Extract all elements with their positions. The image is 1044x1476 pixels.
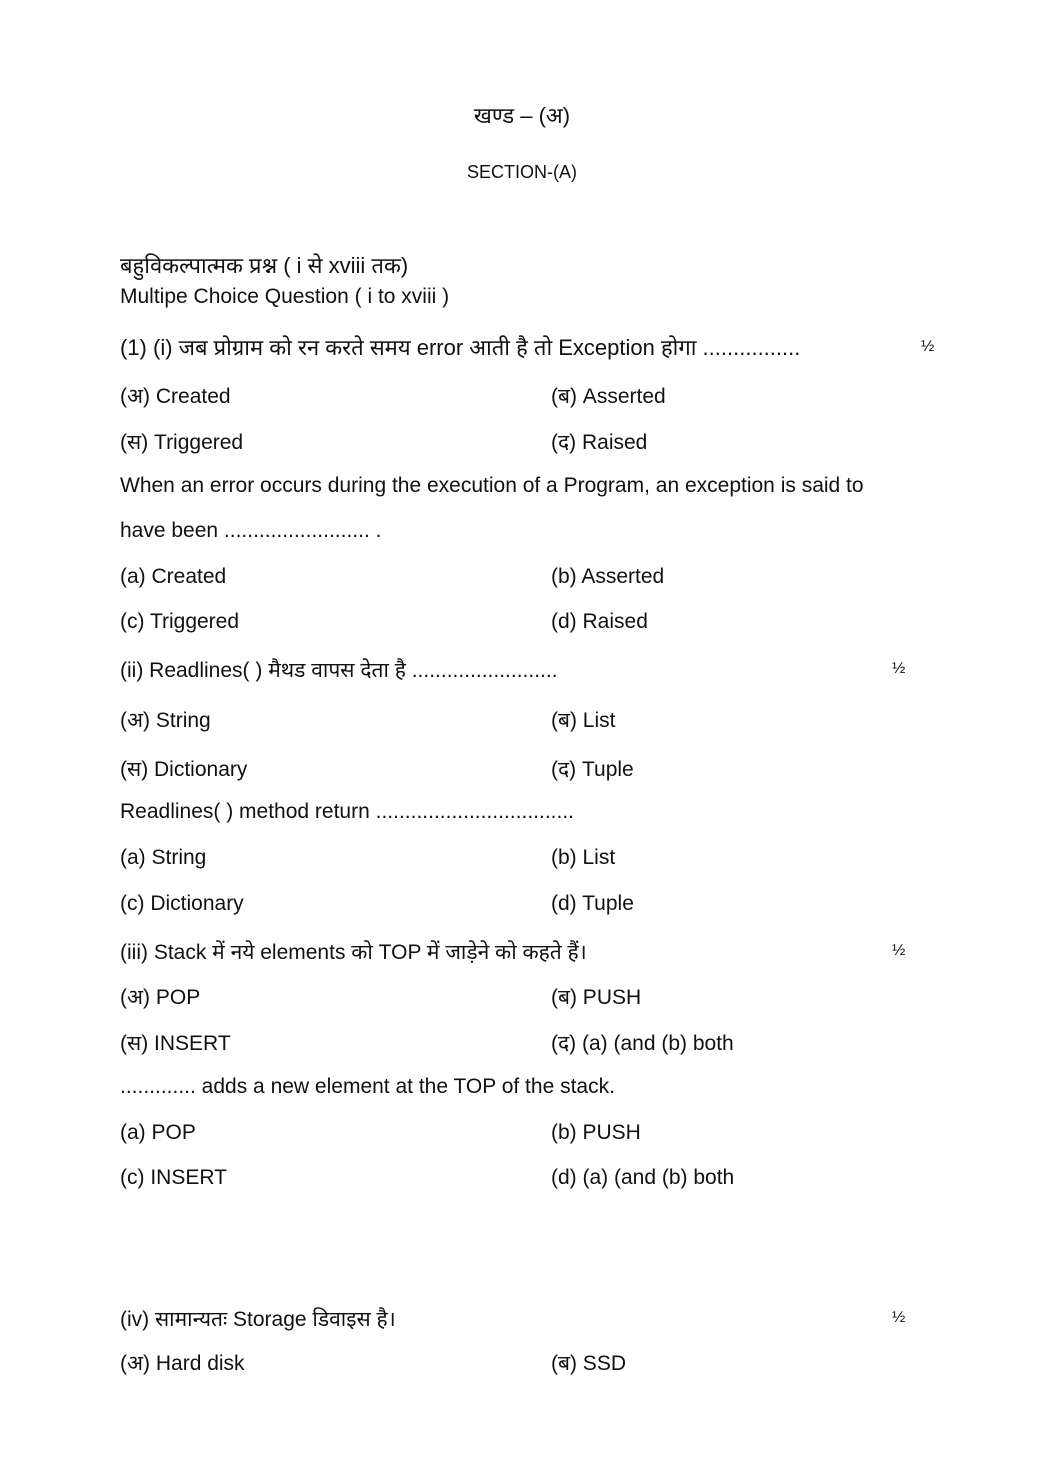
option-hindi-c: (स) Dictionary xyxy=(120,758,248,781)
question-marks: ½ xyxy=(892,942,906,959)
mcq-heading-hindi: बहुविकल्पात्मक प्रश्न ( i से xviii तक) xyxy=(120,253,409,278)
option-english-c: (c) INSERT xyxy=(120,1166,227,1189)
option-hindi-d: (द) Tuple xyxy=(551,758,634,781)
option-hindi-d: (द) (a) (and (b) both xyxy=(551,1032,734,1055)
section-title-english: SECTION-(A) xyxy=(467,162,577,182)
question-marks: ½ xyxy=(892,660,906,677)
option-english-a: (a) String xyxy=(120,846,207,869)
option-hindi-b: (ब) Asserted xyxy=(551,385,666,408)
option-english-c: (c) Dictionary xyxy=(120,892,244,915)
question-text-hindi: (iv) सामान्यतः Storage डिवाइस है। xyxy=(120,1308,396,1331)
mcq-heading-english: Multipe Choice Question ( i to xviii ) xyxy=(120,285,450,308)
option-hindi-b: (ब) SSD xyxy=(551,1352,626,1375)
option-hindi-c: (स) INSERT xyxy=(120,1032,231,1055)
question-text-hindi: (ii) Readlines( ) मैथड वापस देता है ......................... xyxy=(120,659,558,682)
question-text-hindi: (iii) Stack में नये elements को TOP में जाड़ेने को कहते हैं। xyxy=(120,941,587,964)
option-hindi-a: (अ) String xyxy=(120,709,211,732)
option-hindi-b: (ब) List xyxy=(551,709,616,732)
option-english-a: (a) Created xyxy=(120,565,227,588)
option-english-b: (b) Asserted xyxy=(551,565,665,588)
option-english-d: (d) (a) (and (b) both xyxy=(551,1166,735,1189)
section-title-hindi: खण्ड – (अ) xyxy=(473,103,571,128)
option-hindi-c: (स) Triggered xyxy=(120,431,244,454)
option-english-d: (d) Tuple xyxy=(551,892,634,915)
question-marks: ½ xyxy=(921,338,935,355)
option-hindi-b: (ब) PUSH xyxy=(551,986,642,1009)
option-english-d: (d) Raised xyxy=(551,610,648,633)
option-english-b: (b) List xyxy=(551,846,616,869)
question-text-english: When an error occurs during the execution of a Program, an exception is said to xyxy=(120,474,864,497)
option-english-c: (c) Triggered xyxy=(120,610,240,633)
option-hindi-a: (अ) Created xyxy=(120,385,231,408)
option-hindi-d: (द) Raised xyxy=(551,431,648,454)
option-hindi-a: (अ) Hard disk xyxy=(120,1352,245,1375)
question-marks: ½ xyxy=(892,1309,906,1326)
question-text-hindi: (1) (i) जब प्रोग्राम को रन करते समय error आती है तो Exception होगा ................ xyxy=(120,335,801,360)
option-hindi-a: (अ) POP xyxy=(120,986,201,1009)
question-text-english-cont: have been ......................... . xyxy=(120,519,382,542)
option-english-b: (b) PUSH xyxy=(551,1121,641,1144)
option-english-a: (a) POP xyxy=(120,1121,196,1144)
question-text-english: ............. adds a new element at the TOP of the stack. xyxy=(120,1075,615,1098)
question-text-english: Readlines( ) method return .................................. xyxy=(120,800,574,823)
